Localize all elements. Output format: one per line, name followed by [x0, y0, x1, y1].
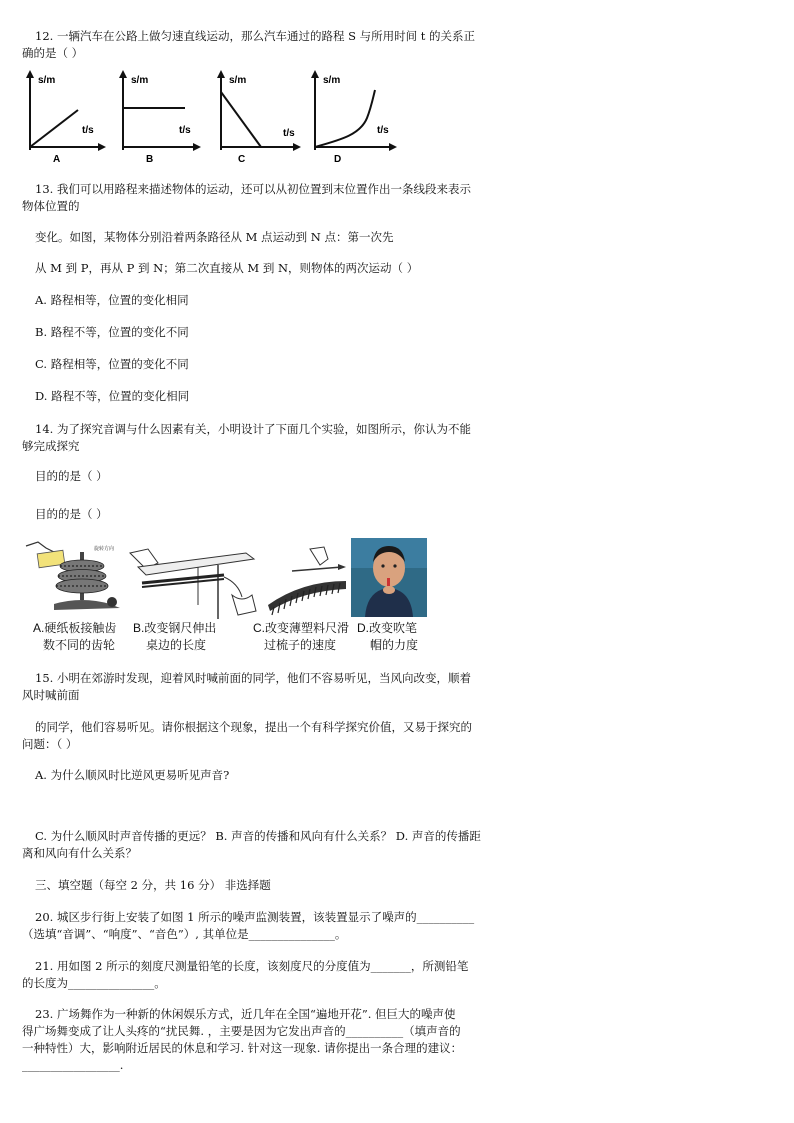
- caption-c-line2: 过梳子的速度: [264, 638, 337, 652]
- graph-a: [20, 70, 110, 165]
- q15-option-a: A. 为什么顺风时比逆风更易听见声音?: [35, 768, 230, 782]
- graph-c-xlabel: t/s: [283, 128, 295, 139]
- q12-stem-line1: 12. 一辆汽车在公路上做匀速直线运动，那么汽车通过的路程 S 与所用时间 t 的关系正: [35, 29, 476, 43]
- q23-line4: _________________.: [22, 1058, 124, 1072]
- q15-stem-line4: 问题：（ ）: [22, 737, 78, 751]
- gear-wheel-illustration: [24, 538, 129, 618]
- q15-stem-line2: 风时喊前面: [22, 688, 80, 702]
- graph-b: [115, 70, 205, 165]
- q13-option-b: B. 路程不等，位置的变化不同: [35, 325, 189, 339]
- q15-stem-line3: 的同学，他们容易听见。请你根据这个现象，提出一个有科学探究价值，又易于探究的: [35, 720, 472, 734]
- steel-ruler-illustration: [128, 545, 258, 620]
- q23-line2: 得广场舞变成了让人头疼的“扰民舞. ，主要是因为它发出声音的__________（填声音的: [22, 1024, 461, 1038]
- caption-d-line1: D.改变吹笔: [357, 621, 418, 635]
- graph-a-letter: A: [53, 154, 61, 165]
- q14-stem-line3: 目的的是（ ）: [35, 469, 108, 483]
- q13-option-c: C. 路程相等，位置的变化不同: [35, 357, 189, 371]
- comb-illustration: [262, 545, 350, 620]
- q13-stem-line4: 从 M 到 P，再从 P 到 N；第二次直接从 M 到 N，则物体的两次运动（ ）: [35, 261, 419, 275]
- q20-line1: 20. 城区步行街上安装了如图 1 所示的噪声监测装置，该装置显示了噪声的__________: [35, 910, 475, 924]
- q13-option-d: D. 路程不等，位置的变化相同: [35, 389, 190, 403]
- q15-options-line1: C. 为什么顺风时声音传播的更远？ B. 声音的传播和风向有什么关系？ D. 声音的传播距: [35, 829, 481, 843]
- graph-c-letter: C: [238, 154, 246, 165]
- caption-b-line2: 桌边的长度: [146, 638, 207, 652]
- q13-option-a: A. 路程相等，位置的变化相同: [35, 293, 189, 307]
- graph-c: [213, 70, 305, 165]
- q21-line1: 21. 用如图 2 所示的刻度尺测量铅笔的长度，该刻度尺的分度值为_______，所测铅笔: [35, 959, 469, 973]
- caption-d-line2: 帽的力度: [370, 638, 419, 652]
- q12-stem-line2: 确的是（ ）: [22, 46, 84, 60]
- graph-d-xlabel: t/s: [377, 125, 389, 136]
- caption-a-line1: A.硬纸板接触齿: [33, 621, 117, 635]
- caption-b-line1: B.改变钢尺伸出: [133, 621, 217, 635]
- q15-options-line2: 离和风向有什么关系？: [22, 846, 137, 860]
- caption-c-line1: C.改变薄塑料尺滑: [253, 621, 350, 635]
- graph-a-xlabel: t/s: [82, 125, 94, 136]
- graph-b-ylabel: s/m: [131, 75, 149, 86]
- graph-d: [305, 70, 400, 165]
- q23-line3: 一种特性）大，影响附近居民的休息和学习. 针对这一现象. 请你提出一条合理的建议：: [22, 1041, 463, 1055]
- q13-stem-line3: 变化。如图，某物体分别沿着两条路径从 M 点运动到 N 点：第一次先: [35, 230, 394, 244]
- q13-stem-line2: 物体位置的: [22, 199, 80, 213]
- q14-stem-line1: 14. 为了探究音调与什么因素有关，小明设计了下面几个实验，如图所示，你认为不能: [35, 422, 471, 436]
- caption-a-line2: 数不同的齿轮: [43, 638, 116, 652]
- q14-stem-line2: 够完成探究: [22, 439, 80, 453]
- q21-line2: 的长度为_______________。: [22, 976, 166, 990]
- boy-blowing-pen-cap-photo: [351, 538, 427, 617]
- graph-a-ylabel: s/m: [38, 75, 56, 86]
- q13-stem-line1: 13. 我们可以用路程来描述物体的运动，还可以从初位置到末位置作出一条线段来表示: [35, 182, 471, 196]
- q20-line2: （选填“音调”、“响度”、“音色”）, 其单位是_______________。: [22, 927, 347, 941]
- q15-stem-line1: 15. 小明在郊游时发现，迎着风时喊前面的同学，他们不容易听见，当风向改变，顺着: [35, 671, 471, 685]
- q23-line1: 23. 广场舞作为一种新的休闲娱乐方式，近几年在全国“遍地开花”. 但巨大的噪声使: [35, 1007, 456, 1021]
- graph-b-xlabel: t/s: [179, 125, 191, 136]
- graph-b-letter: B: [146, 154, 154, 165]
- section-3-heading: 三、填空题（每空 2 分，共 16 分） 非选择题: [35, 878, 271, 892]
- q14-stem-line4: 目的的是（ ）: [35, 507, 108, 521]
- graph-d-letter: D: [334, 154, 342, 165]
- rotation-direction-label: 旋转方向: [94, 546, 115, 552]
- graph-c-ylabel: s/m: [229, 75, 247, 86]
- graph-d-ylabel: s/m: [323, 75, 341, 86]
